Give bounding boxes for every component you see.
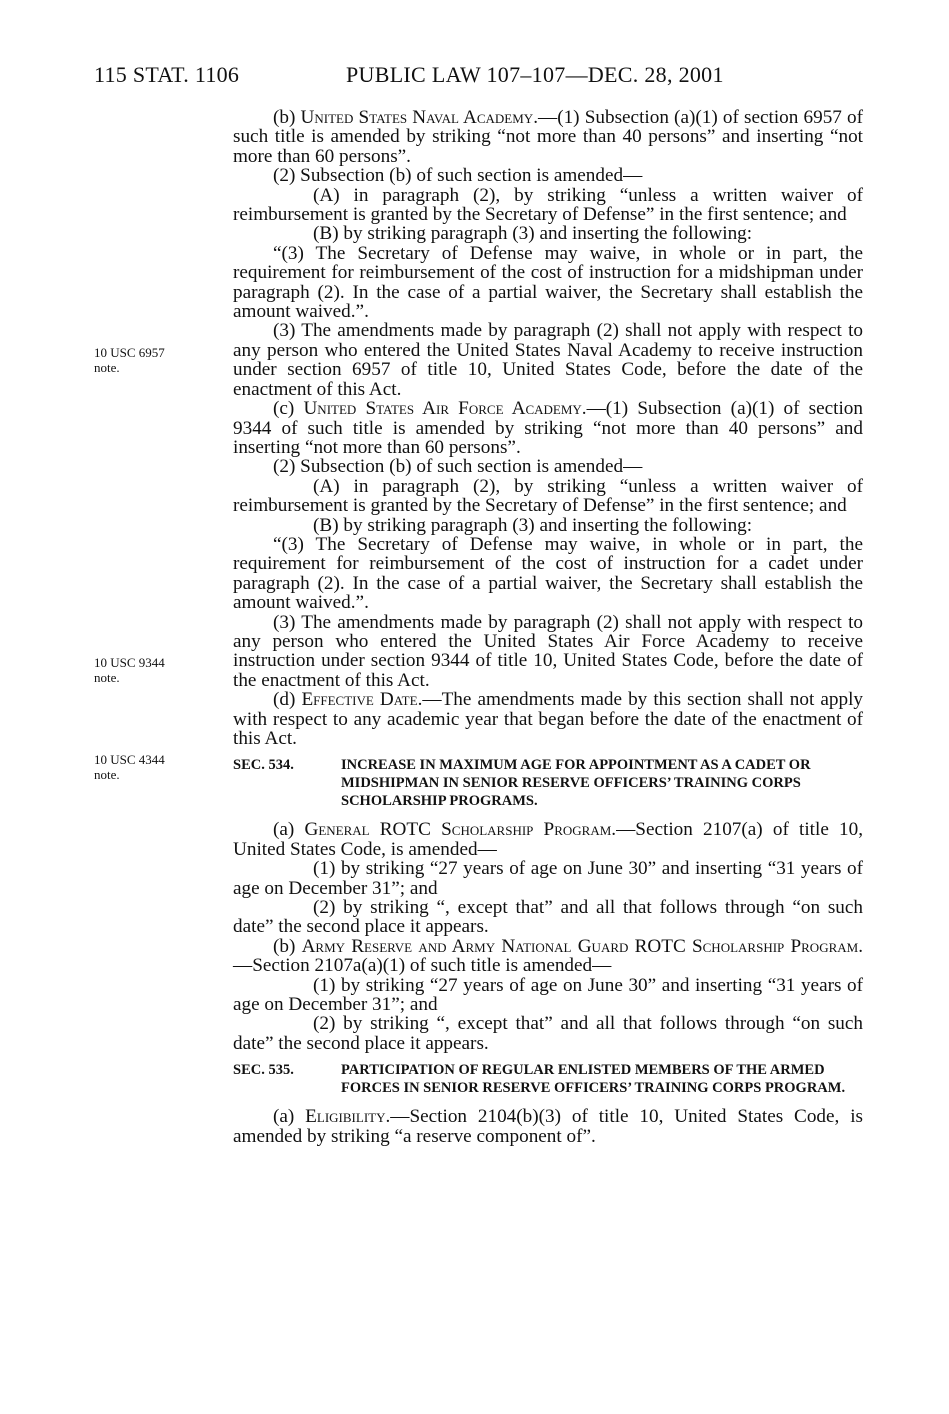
paragraph-lead: (d) [273, 689, 302, 711]
margin-note [94, 655, 204, 685]
section-heading [233, 1061, 863, 1097]
paragraph [233, 690, 863, 748]
paragraph: (2) Subsection (b) of such section is amended— [273, 165, 643, 187]
paragraph-heading: United States Air Force Academy. [303, 398, 587, 420]
paragraph [233, 1107, 863, 1146]
paragraph [233, 937, 863, 976]
paragraph: (2) Subsection (b) of such section is amended— [273, 456, 643, 478]
margin-note [94, 345, 204, 375]
paragraph-heading: Eligibility. [305, 1106, 391, 1128]
paragraph-heading: General ROTC Scholarship Program. [304, 819, 617, 841]
margin-note-citation: 10 USC 6957 [94, 345, 165, 360]
paragraph-heading: United States Naval Academy. [300, 107, 538, 128]
margin-note-suffix: note. [94, 360, 120, 375]
paragraph: (2) by striking “, except that” and all that follows through “on such date” the second place it appears. [233, 897, 863, 938]
paragraph-lead: (b) [273, 935, 302, 957]
document-body [233, 108, 863, 1146]
page-header [94, 62, 724, 88]
margin-note [94, 752, 204, 782]
paragraph [233, 399, 863, 457]
paragraph-lead: (a) [273, 1106, 306, 1128]
paragraph-text: —Section 2104(b)(3) of title 10, United States Code, is amended by striking “a reserve component of”. [233, 1106, 864, 1147]
paragraph-lead: (b) [273, 107, 301, 128]
paragraph: (2) by striking “, except that” and all that follows through “on such date” the second place it appears. [233, 1013, 863, 1054]
paragraph: (1) by striking “27 years of age on June 30” and inserting “31 years of age on December 31”; and [233, 974, 863, 1016]
section-title: INCREASE IN MAXIMUM AGE FOR APPOINTMENT AS A CADET OR MIDSHIPMAN IN SENIOR RESERVE OFFICERS’ TRAINING CORPS SCHOLARSHIP PROGRAMS. [341, 757, 811, 810]
paragraph-lead: (a) [273, 819, 305, 841]
paragraph: “(3) The Secretary of Defense may waive, in whole or in part, the requirement for reimbursement of the cost of instruction for a cadet under paragraph (2). In the case of a partial waiver, the Secretary shall establish the amount waived.”. [233, 533, 863, 614]
paragraph-text: —Section 2107(a) of title 10, United States Code, is amended— [233, 819, 863, 860]
paragraph-text: —(1) Subsection (a)(1) of section 9344 of such title is amended by striking “not more than 40 persons” and inserting “not more than 60 persons”. [233, 398, 863, 458]
margin-note-suffix: note. [94, 670, 120, 685]
paragraph: (3) The amendments made by paragraph (2) shall not apply with respect to any person who entered the United States Naval Academy to receive instruction under section 6957 of title 10, United States Code, before the date of the enactment of this Act. [233, 320, 863, 400]
paragraph-text: —Section 2107a(a)(1) of such title is amended— [233, 955, 612, 977]
paragraph: (A) in paragraph (2), by striking “unless a written waiver of reimbursement is granted by the Secretary of Defense” in the first sentence; and [233, 184, 863, 226]
public-law-citation: PUBLIC LAW 107–107—DEC. 28, 2001 [346, 62, 724, 87]
section-number: SEC. 534. [233, 757, 294, 774]
section-heading [233, 756, 863, 810]
stat-page-number: 115 STAT. 1106 [94, 62, 240, 87]
paragraph-text: —The amendments made by this section shall not apply with respect to any academic year that began before the date of the enactment of this Act. [233, 689, 864, 749]
paragraph-heading: Army Reserve and Army National Guard ROTC Scholarship Program. [301, 935, 863, 957]
margin-note-citation: 10 USC 4344 [94, 752, 165, 767]
paragraph [233, 820, 863, 859]
paragraph: (A) in paragraph (2), by striking “unless a written waiver of reimbursement is granted by the Secretary of Defense” in the first sentence; and [233, 475, 863, 517]
paragraph: (1) by striking “27 years of age on June 30” and inserting “31 years of age on December 31”; and [233, 858, 863, 899]
paragraph-text: —(1) Subsection (a)(1) of section 6957 of such title is amended by striking “not more than 40 persons” and inserting “not more than 60 persons”. [233, 107, 864, 167]
margin-note-citation: 10 USC 9344 [94, 655, 165, 670]
section-number: SEC. 535. [233, 1062, 294, 1079]
paragraph [233, 108, 863, 166]
paragraph: (B) by striking paragraph (3) and inserting the following: [313, 514, 753, 536]
section-title: PARTICIPATION OF REGULAR ENLISTED MEMBERS OF THE ARMED FORCES IN SENIOR RESERVE OFFICERS’ TRAINING CORPS PROGRAM. [341, 1062, 846, 1097]
paragraph-heading: Effective Date. [301, 689, 423, 711]
paragraph: (B) by striking paragraph (3) and inserting the following: [313, 223, 753, 245]
margin-note-suffix: note. [94, 767, 120, 782]
paragraph: (3) The amendments made by paragraph (2) shall not apply with respect to any person who entered the United States Air Force Academy to receive instruction under section 9344 of title 10, United States Code, before the date of the enactment of this Act. [233, 611, 863, 691]
paragraph: “(3) The Secretary of Defense may waive, in whole or in part, the requirement for reimbursement of the cost of instruction for a midshipman under paragraph (2). In the case of a partial waiver, the Secretary shall establish the amount waived.”. [233, 242, 863, 323]
paragraph-lead: (c) [273, 398, 304, 420]
